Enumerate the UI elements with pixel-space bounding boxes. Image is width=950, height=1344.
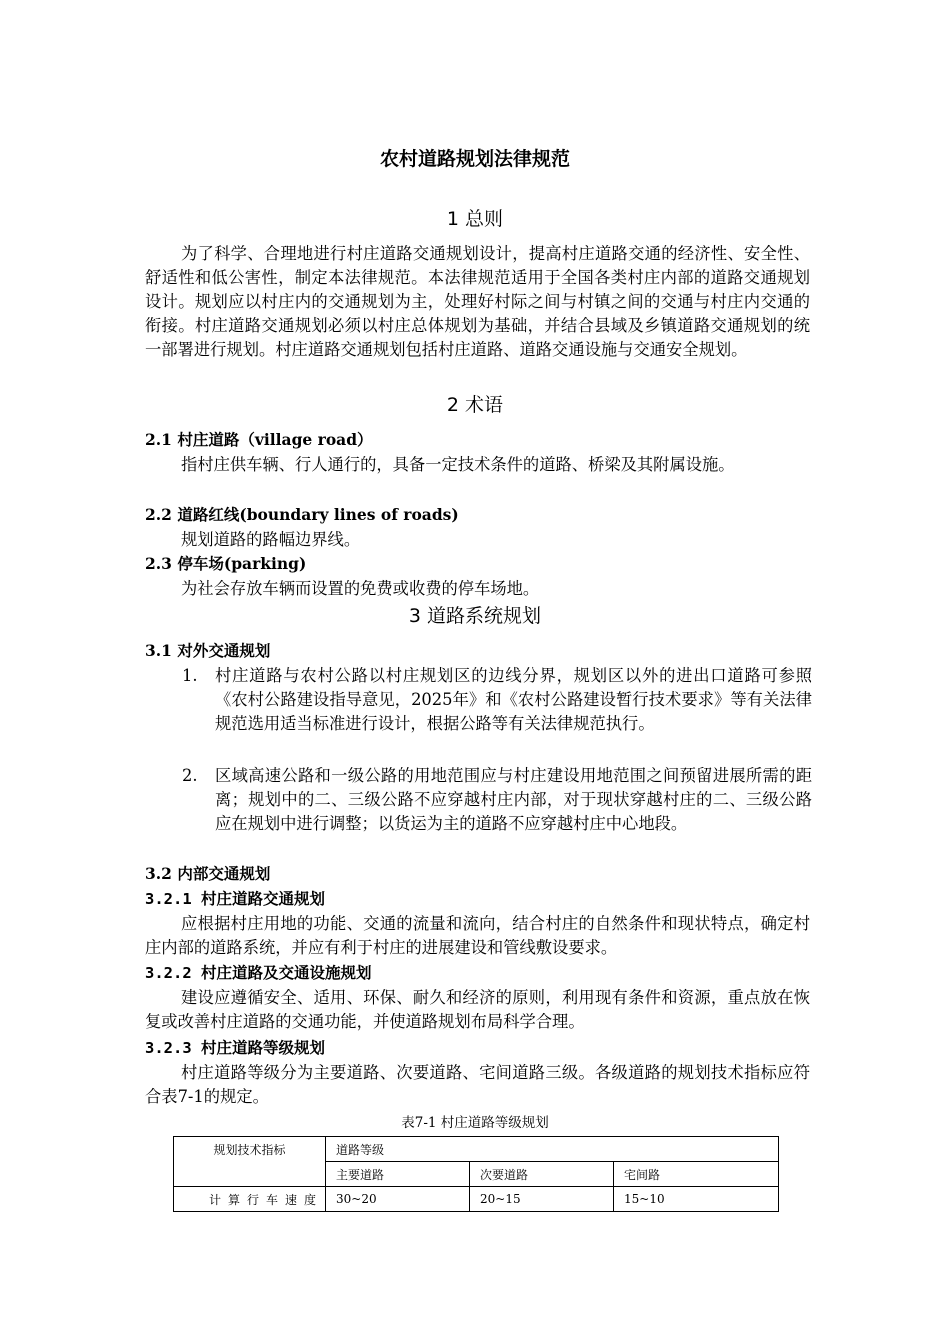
term-2-2-heading: 2.2 道路红线(boundary lines of roads) xyxy=(145,505,459,524)
section-3-heading: 3 道路系统规划 xyxy=(408,605,542,627)
term-2-2-text: 规划道路的路幅边界线。 xyxy=(181,530,361,549)
term-2-1-text: 指村庄供车辆、行人通行的，具备一定技术条件的道路、桥梁及其附属设施。 xyxy=(181,455,735,474)
section-2-heading: 2 术语 xyxy=(446,394,504,416)
document-title: 农村道路规划法律规范 xyxy=(379,148,570,170)
section-3-1-heading: 3.1 对外交通规划 xyxy=(145,641,271,660)
section-1-heading: 1 总则 xyxy=(446,208,504,230)
table-column-header: 宅间路 xyxy=(614,1162,779,1187)
section-3-2-3-heading: 3.2.3 村庄道路等级规划 xyxy=(145,1039,325,1057)
list-item-text: 区域高速公路和一级公路的用地范围应与村庄建设用地范围之间预留进展所需的距离；规划中的二、三级公路不应穿越村庄内部，对于现状穿越村庄的二、三级公路应在规划中进行调整；以货运为主的道路不应穿越村庄中心地段。 xyxy=(215,766,812,833)
list-item-text: 村庄道路与农村公路以村庄规划区的边线分界，规划区以外的进出口道路可参照《农村公路建设指导意见，2025年》和《农村公路建设暂行技术要求》等有关法律规范选用适当标准进行设计，根据公路等有关法律规范执行。 xyxy=(215,666,812,733)
section-3-2-heading: 3.2 内部交通规划 xyxy=(145,864,271,883)
table-group-header: 道路等级 xyxy=(326,1137,779,1162)
table-cell: 20~15 xyxy=(470,1187,614,1212)
section-3-2-1-text: 应根据村庄用地的功能、交通的流量和流向，结合村庄的自然条件和现状特点，确定村庄内部的道路系统，并应有利于村庄的进展建设和管线敷设要求。 xyxy=(145,914,810,957)
table-column-header: 次要道路 xyxy=(470,1162,614,1187)
table-caption: 表7-1 村庄道路等级规划 xyxy=(401,1115,549,1131)
section-3-2-1-heading: 3.2.1 村庄道路交通规划 xyxy=(145,890,325,908)
list-item-number: 2. xyxy=(182,766,198,785)
table-row xyxy=(174,1187,779,1212)
table-cell: 30~20 xyxy=(326,1187,470,1212)
section-3-2-3-text: 村庄道路等级分为主要道路、次要道路、宅间道路三级。各级道路的规划技术指标应符合表7-1的规定。 xyxy=(145,1063,810,1106)
road-grade-table xyxy=(173,1136,779,1212)
table-column-header: 主要道路 xyxy=(326,1162,470,1187)
section-3-2-2-heading: 3.2.2 村庄道路及交通设施规划 xyxy=(145,964,372,982)
table-row-header: 规划技术指标 xyxy=(174,1137,326,1187)
list-item xyxy=(182,664,812,736)
section-1-paragraph: 为了科学、合理地进行村庄道路交通规划设计，提高村庄道路交通的经济性、安全性、舒适性和低公害性，制定本法律规范。本法律规范适用于全国各类村庄内部的道路交通规划设计。规划应以村庄内的交通规划为主，处理好村际之间与村镇之间的交通与村庄内交通的衔接。村庄道路交通规划必须以村庄总体规划为基础，并结合县域及乡镇道路交通规划的统一部署进行规划。村庄道路交通规划包括村庄道路、道路交通设施与交通安全规划。 xyxy=(145,244,810,359)
section-3-2-2-text: 建设应遵循安全、适用、环保、耐久和经济的原则，利用现有条件和资源，重点放在恢复或改善村庄道路的交通功能，并使道路规划布局科学合理。 xyxy=(145,988,810,1031)
table-row-label: 计算行车速度 xyxy=(174,1187,326,1212)
term-2-3-heading: 2.3 停车场(parking) xyxy=(145,554,307,573)
term-2-1-heading: 2.1 村庄道路（village road） xyxy=(145,430,373,449)
list-item-number: 1. xyxy=(182,666,198,685)
table-header-row xyxy=(174,1137,779,1162)
table-cell: 15~10 xyxy=(614,1187,779,1212)
term-2-3-text: 为社会存放车辆而设置的免费或收费的停车场地。 xyxy=(181,579,540,598)
list-item xyxy=(182,764,812,836)
